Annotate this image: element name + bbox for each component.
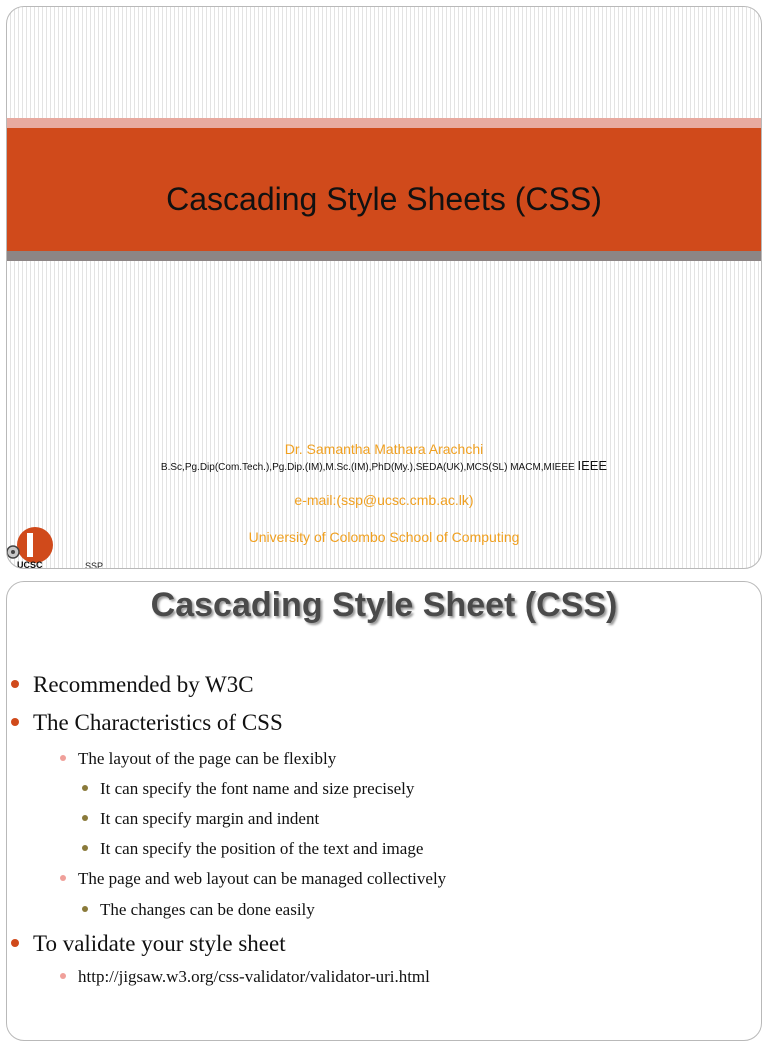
- author-name: Dr. Samantha Mathara Arachchi: [284, 441, 484, 457]
- bullet-level1: To validate your style sheet: [9, 931, 286, 957]
- university-name: University of Colombo School of Computing: [248, 529, 520, 545]
- bullet-level2: The page and web layout can be managed collectively: [58, 869, 446, 889]
- ucsc-logo-icon: [7, 519, 57, 569]
- title-slide: [6, 6, 762, 569]
- title-band-top: [7, 118, 761, 128]
- validator-link[interactable]: http://jigsaw.w3.org/css-validator/validator-uri.html: [58, 967, 430, 987]
- author-email: e-mail:(ssp@ucsc.cmb.ac.lk): [294, 492, 474, 508]
- bullet-level3: It can specify the position of the text and image: [80, 839, 423, 859]
- bullet-level1: Recommended by W3C: [9, 672, 254, 698]
- slide-heading: Cascading Style Sheet (CSS): [150, 586, 618, 624]
- author-qualifications: [7, 458, 761, 473]
- slide-title: Cascading Style Sheets (CSS): [166, 181, 602, 217]
- logo-text: UCSC: [17, 560, 43, 570]
- title-band-bottom: [7, 251, 761, 261]
- slide-footer: SSP: [85, 561, 104, 569]
- bullet-level1: The Characteristics of CSS: [9, 710, 283, 736]
- bullet-level3: It can specify margin and indent: [80, 809, 319, 829]
- qualifications-ieee: IEEE: [577, 458, 608, 473]
- bullet-level3: It can specify the font name and size precisely: [80, 779, 414, 799]
- bullet-level3: The changes can be done easily: [80, 900, 315, 920]
- qualifications-text: B.Sc,Pg.Dip(Com.Tech.),Pg.Dip.(IM),M.Sc.(IM),PhD(My.),SEDA(UK),MCS(SL) MACM,MIEEE: [160, 462, 575, 473]
- content-slide: [6, 581, 762, 1041]
- bullet-level2: The layout of the page can be flexibly: [58, 749, 336, 769]
